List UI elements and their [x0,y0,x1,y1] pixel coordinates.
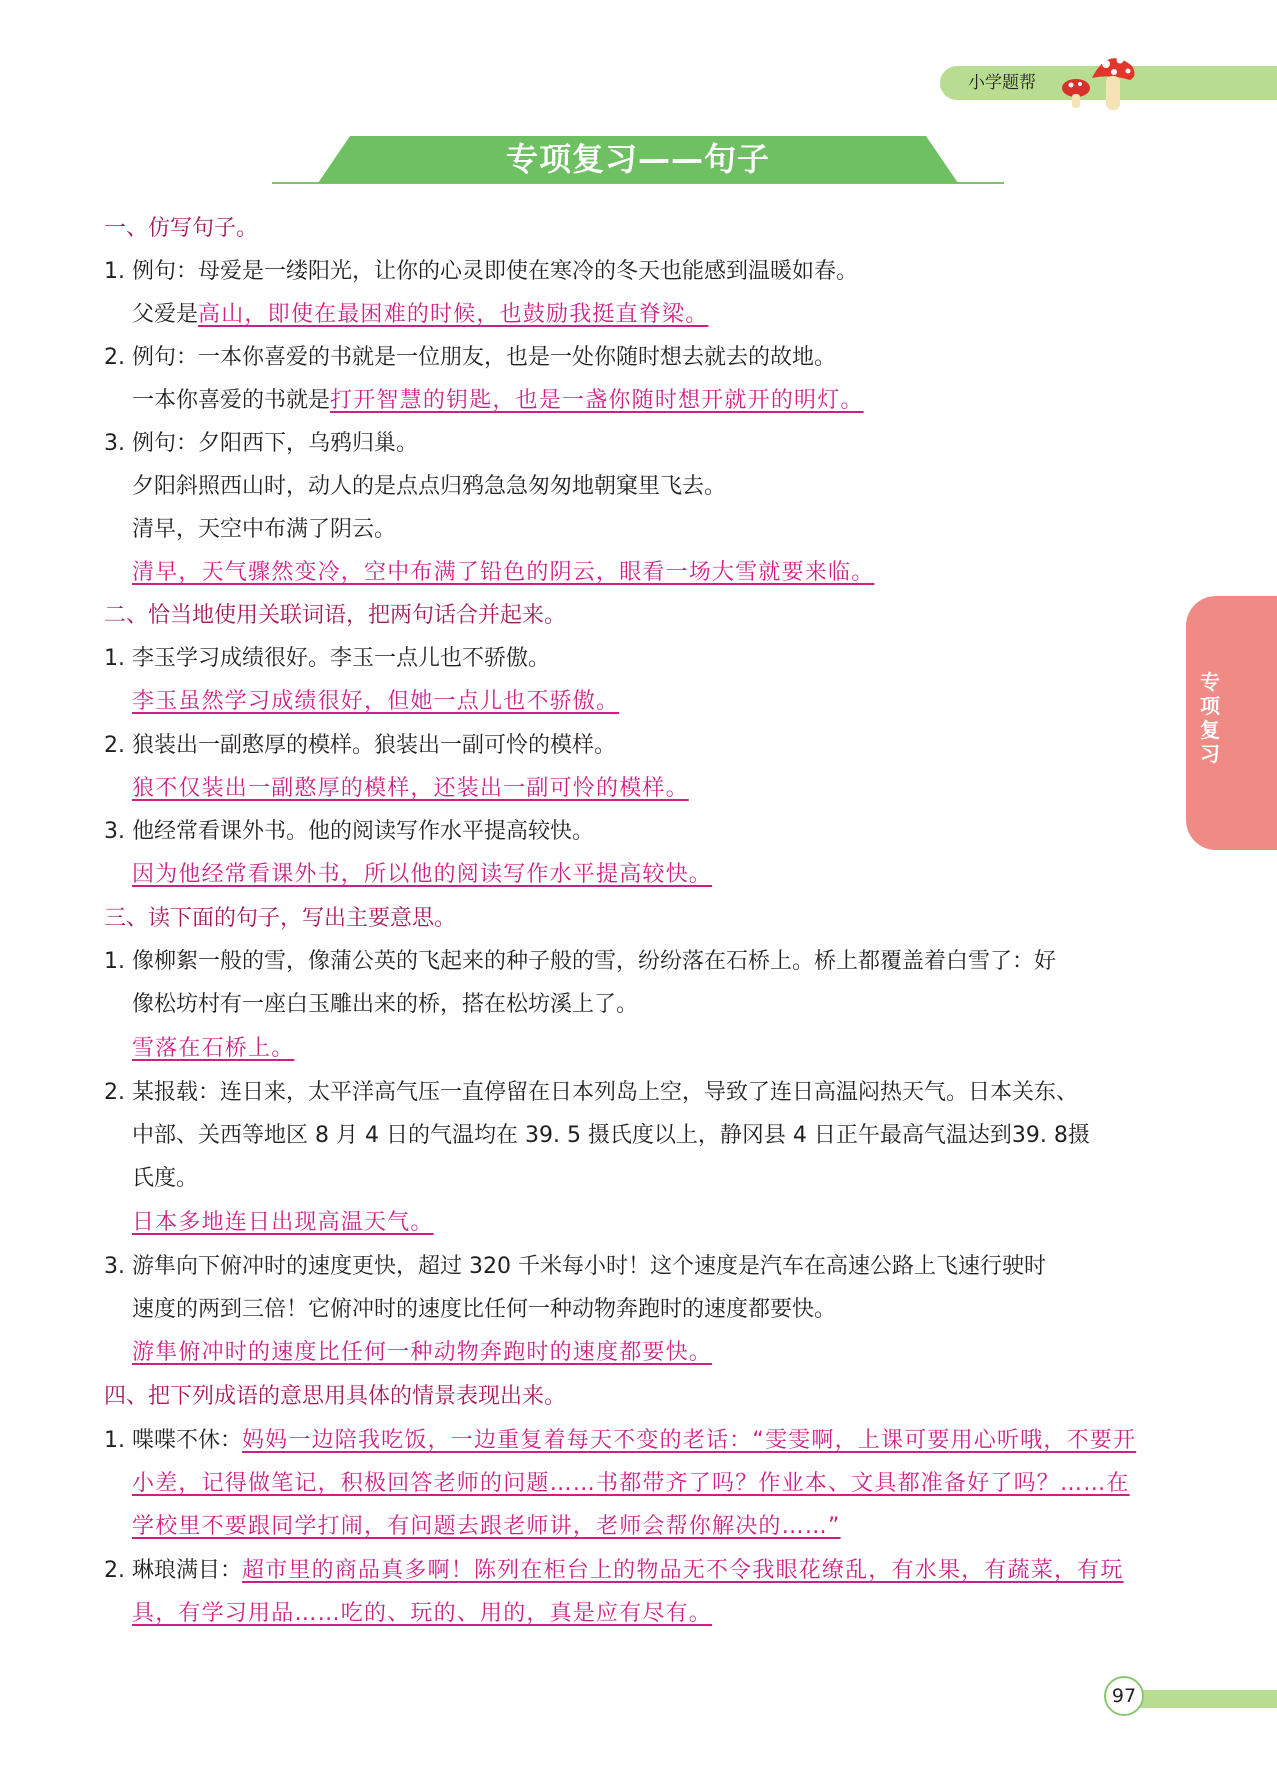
section-4-heading: 四、把下列成语的意思用具体的情景表现出来。 [104,1384,567,1409]
s3-question-2-line3: 氏度。 [132,1166,199,1191]
s3-answer-1: 雪落在石桥上。 [132,1036,295,1061]
s4-answer-2-line2: 具，有学习用品……吃的、玩的、用的，真是应有尽有。 [132,1601,713,1626]
s2-question-1: 1. 李玉学习成绩很好。李玉一点儿也不骄傲。 [104,646,550,671]
page-number-bar [1138,1690,1277,1708]
section-3-heading: 三、读下面的句子，写出主要意思。 [104,906,457,931]
s1-answer-3: 清早，天气骤然变冷，空中布满了铅色的阴云，眼看一场大雪就要来临。 [132,560,875,585]
page-number: 97 [1104,1676,1144,1716]
section-2-heading: 二、恰当地使用关联词语，把两句话合并起来。 [104,603,567,628]
s3-question-1-line1: 1. 像柳絮一般的雪，像蒲公英的飞起来的种子般的雪，纷纷落在石桥上。桥上都覆盖着白雪了：好 [104,949,1056,974]
s1-answer-2-line [132,386,864,416]
s3-question-3-line2: 速度的两到三倍！它俯冲时的速度比任何一种动物奔跑时的速度都要快。 [132,1297,837,1322]
s4-question-1-line1 [104,1426,1136,1456]
s3-question-2-line1: 2. 某报载：连日来，太平洋高气压一直停留在日本列岛上空，导致了连日高温闷热天气。日本关东、 [104,1080,1078,1105]
s3-question-3-line1: 3. 游隼向下俯冲时的速度更快，超过 320 千米每小时！这个速度是汽车在高速公路上飞速行驶时 [104,1254,1046,1279]
s4-answer-2-line1: 超市里的商品真多啊！陈列在柜台上的物品无不令我眼花缭乱，有水果，有蔬菜，有玩 [241,1558,1124,1583]
side-tab-label: 专项复习 [1200,670,1220,766]
section-1-heading: 一、仿写句子。 [104,216,259,241]
s1-answer-2-prefix: 一本你喜爱的书就是 [132,388,331,413]
s2-answer-1: 李玉虽然学习成绩很好，但她一点儿也不骄傲。 [132,689,620,714]
s4-question-2-prefix: 2. 琳琅满目： [104,1558,242,1583]
s1-question-3-line3: 清早，天空中布满了阴云。 [132,517,397,542]
s3-answer-2: 日本多地连日出现高温天气。 [132,1210,434,1235]
s3-answer-3: 游隼俯冲时的速度比任何一种动物奔跑时的速度都要快。 [132,1340,713,1365]
s2-answer-2: 狼不仅装出一副憨厚的模样，还装出一副可怜的模样。 [132,776,689,801]
s1-answer-2: 打开智慧的钥匙，也是一盏你随时想开就开的明灯。 [330,388,864,413]
s1-question-2: 2. 例句：一本你喜爱的书就是一位朋友，也是一处你随时想去就去的故地。 [104,345,836,370]
s1-question-3: 3. 例句：夕阳西下，乌鸦归巢。 [104,431,418,456]
s2-answer-3: 因为他经常看课外书，所以他的阅读写作水平提高较快。 [132,862,713,887]
s2-question-2: 2. 狼装出一副憨厚的模样。狼装出一副可怜的模样。 [104,733,616,758]
s3-question-1-line2: 像松坊村有一座白玉雕出来的桥，搭在松坊溪上了。 [132,992,639,1017]
brand-label: 小学题帮 [968,73,1036,93]
s4-question-2-line1 [104,1556,1124,1586]
s2-question-3: 3. 他经常看课外书。他的阅读写作水平提高较快。 [104,819,594,844]
page-title: 专项复习——句子 [505,140,770,178]
s4-answer-1-line2: 小差，记得做笔记，积极回答老师的问题……书都带齐了吗？作业本、文具都准备好了吗？……在 [132,1471,1130,1496]
s4-answer-1-line3: 学校里不要跟同学打闹，有问题去跟老师讲，老师会帮你解决的……” [132,1514,841,1539]
s1-answer-1-prefix: 父爱是 [132,302,199,327]
s4-question-1-prefix: 1. 喋喋不休： [104,1428,242,1453]
s1-answer-1-line [132,300,708,330]
s1-answer-1: 高山，即使在最困难的时候，也鼓励我挺直脊梁。 [198,302,709,327]
s3-question-2-line2: 中部、关西等地区 8 月 4 日的气温均在 39. 5 摄氏度以上，静冈县 4 日正午最高气温达到39. 8摄 [132,1123,1090,1148]
s1-question-3-line2: 夕阳斜照西山时，动人的是点点归鸦急急匆匆地朝窠里飞去。 [132,474,727,499]
s4-answer-1-line1: 妈妈一边陪我吃饭，一边重复着每天不变的老话：“雯雯啊，上课可要用心听哦，不要开 [241,1428,1137,1453]
s1-question-1: 1. 例句：母爱是一缕阳光，让你的心灵即使在寒冷的冬天也能感到温暖如春。 [104,259,858,284]
mushroom-icon [1058,44,1144,116]
